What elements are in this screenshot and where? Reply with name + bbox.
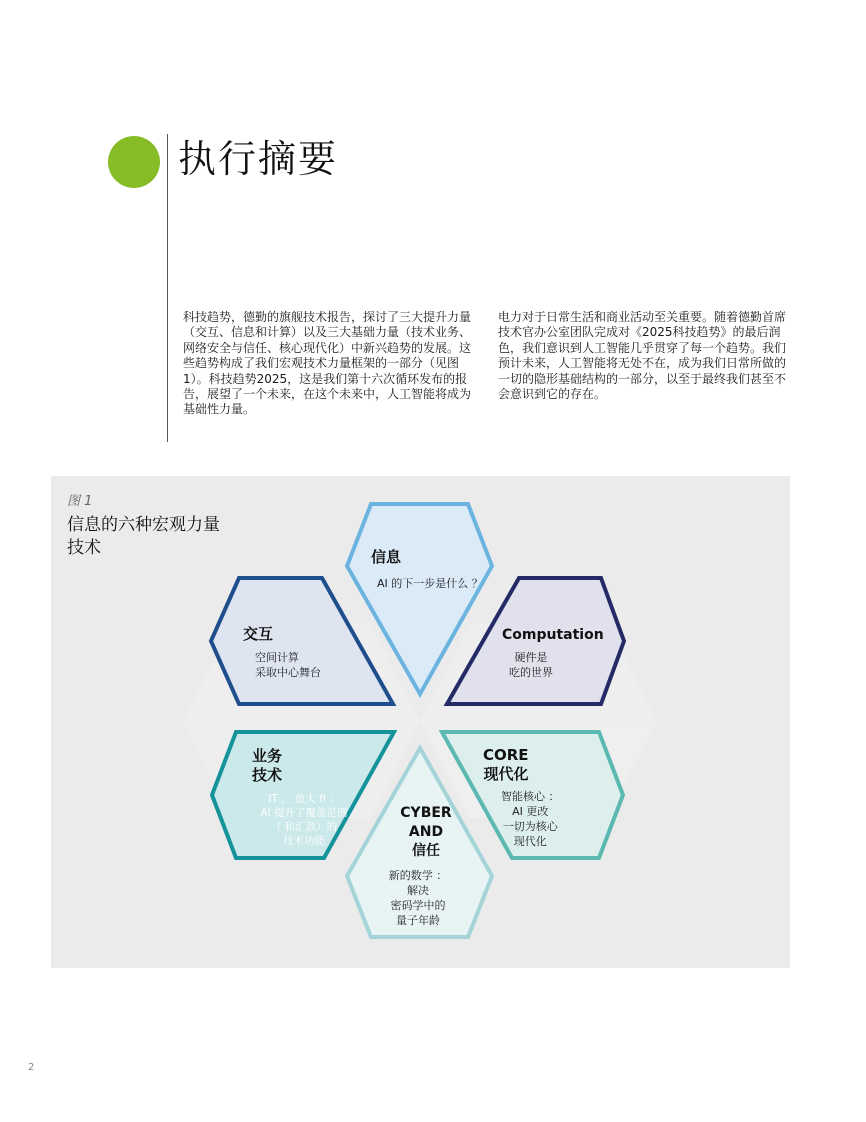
hex-information-heading: 信息 — [371, 548, 402, 566]
hex-core-modernization-text: 智能核心 ： AI 更改 一切为核心 现代化 — [501, 790, 560, 848]
hex-computation-heading: Computation — [502, 627, 604, 643]
page-number: 2 — [28, 1062, 35, 1073]
hex-business-technology-text: IT ， 放大 fi ： AI 提升了覆盖范围 （ 和汇款）的 技术功能 — [260, 793, 348, 847]
hex-cyber-trust-heading: CYBER AND 信任 — [400, 805, 452, 859]
figure-label: 图 1 — [67, 494, 93, 509]
title-divider — [167, 134, 168, 442]
figure-title: 信息的六种宏观力量 技术 — [67, 515, 220, 558]
intro-paragraph-2: 电力对于日常生活和商业活动至关重要。随着德勤首席技术官办公室团队完成对《2025科技趋势》的最后润色，我们意识到人工智能几乎贯穿了每一个趋势。我们预计未来，人工智能将无处不在，成为我们日常所做的一切的隐形基础结构的一部分，以至于最终我们甚至不会意识到它的存在。 — [498, 310, 787, 402]
hex-computation-text: 硬件是 吃的世界 — [509, 651, 553, 679]
hex-interaction-text: 空间计算 采取中心舞台 — [255, 651, 321, 679]
hex-information-text: AI 的下一步是什么 ？ — [377, 577, 483, 590]
hex-business-technology-heading: 业务 技术 — [252, 747, 283, 784]
figure-1 — [51, 476, 790, 968]
accent-dot — [108, 136, 160, 188]
hex-cyber-trust-text: 新的数学 ： 解决 密码学中的 量子年龄 — [388, 869, 448, 927]
page-title: 执行摘要 — [178, 137, 339, 181]
intro-paragraph-1: 科技趋势，德勤的旗舰技术报告，探讨了三大提升力量（交互、信息和计算）以及三大基础力量（技术业务、网络安全与信任、核心现代化）中新兴趋势的发展。这些趋势构成了我们宏观技术力量框架的一部分（见图1）。科技趋势2025，这是我们第十六次循环发布的报告，展望了一个未来，在这个未来中，人工智能将成为基础性力量。 — [183, 310, 472, 417]
hex-core-modernization-heading: CORE 现代化 — [483, 746, 529, 783]
hex-interaction-heading: 交互 — [243, 625, 274, 643]
